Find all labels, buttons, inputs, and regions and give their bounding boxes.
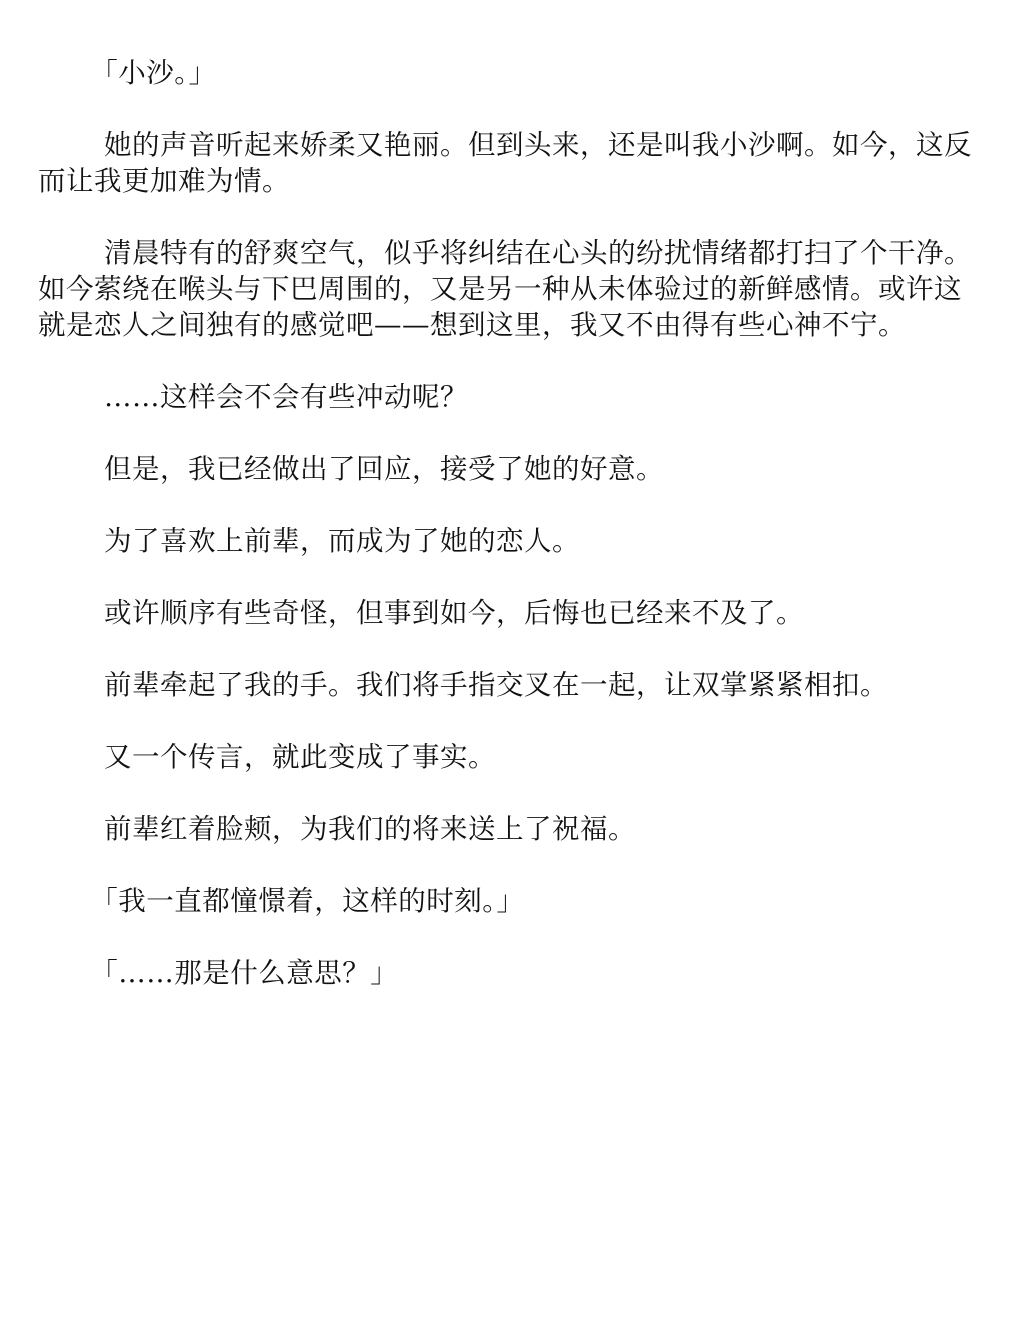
paragraph-4: ……这样会不会有些冲动呢？ <box>104 381 468 413</box>
paragraph-7: 或许顺序有些奇怪，但事到如今，后悔也已经来不及了。 <box>104 597 804 629</box>
paragraph-10: 前辈红着脸颊，为我们的将来送上了祝福。 <box>104 813 636 845</box>
paragraph-3: 清晨特有的舒爽空气，似乎将纠结在心头的纷扰情绪都打扫了个干净。如今萦绕在喉头与下巴周围的，又是另一种从未体验过的新鲜感情。或许这就是恋人之间独有的感觉吧——想到这里，我又不由得有些心神不宁。 <box>38 237 972 341</box>
paragraph-9: 又一个传言，就此变成了事实。 <box>104 741 496 773</box>
paragraph-11: 「我一直都憧憬着，这样的时刻。」 <box>90 885 525 917</box>
paragraph-5: 但是，我已经做出了回应，接受了她的好意。 <box>104 453 664 485</box>
document-page <box>38 55 988 1027</box>
paragraph-8: 前辈牵起了我的手。我们将手指交叉在一起，让双掌紧紧相扣。 <box>104 669 888 701</box>
paragraph-6: 为了喜欢上前辈，而成为了她的恋人。 <box>104 525 580 557</box>
paragraph-2: 她的声音听起来娇柔又艳丽。但到头来，还是叫我小沙啊。如今，这反而让我更加难为情。 <box>38 129 972 197</box>
paragraph-12: 「……那是什么意思？」 <box>90 957 399 989</box>
paragraph-1: 「小沙。」 <box>90 57 217 89</box>
